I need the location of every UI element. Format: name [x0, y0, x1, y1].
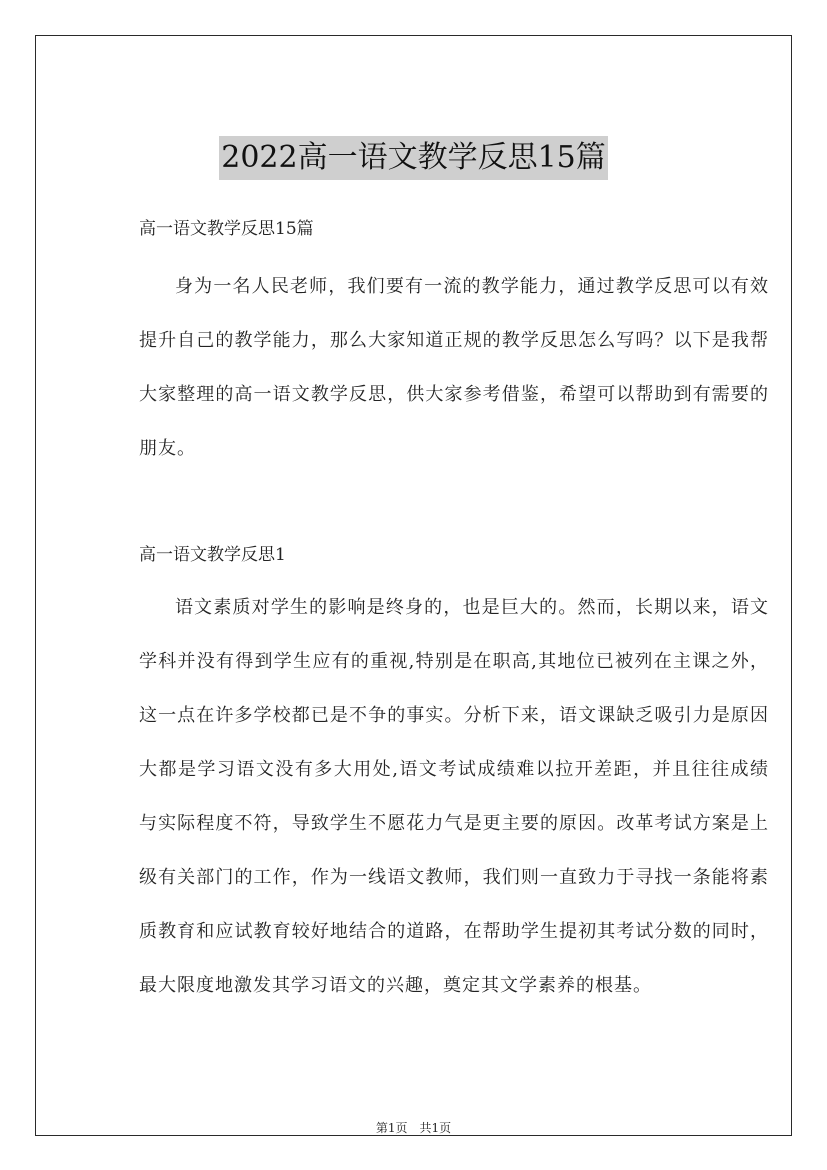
document-subtitle: 高一语文教学反思15篇	[139, 219, 314, 239]
document-title-text: 2022高一语文教学反思15篇	[219, 136, 608, 180]
intro-paragraph: 身为一名人民老师，我们要有一流的教学能力，通过教学反思可以有效提升自己的教学能力，那么大家知道正规的教学反思怎么写吗？以下是我帮大家整理的高一语文教学反思，供大家参考借鉴，希望可以帮助到有需要的朋友。	[139, 276, 769, 459]
page-frame	[35, 35, 792, 1136]
document-title	[36, 136, 791, 180]
section-body-paragraph: 语文素质对学生的影响是终身的，也是巨大的。然而，长期以来，语文学科并没有得到学生应有的重视,特别是在职高,其地位已被列在主课之外，这一点在许多学校都已是不争的事实。分析下来，语文课缺乏吸引力是原因大都是学习语文没有多大用处,语文考试成绩难以拉开差距，并且往往成绩与实际程度不符，导致学生不愿花力气是更主要的原因。改革考试方案是上级有关部门的工作，作为一线语文教师，我们则一直致力于寻找一条能将素质教育和应试教育较好地结合的道路，在帮助学生提初其考试分数的同时，最大限度地激发其学习语文的兴趣，奠定其文学素养的根基。	[139, 597, 769, 996]
section-heading: 高一语文教学反思1	[139, 545, 286, 565]
page-number-footer: 第1页 共1页	[375, 1121, 452, 1135]
